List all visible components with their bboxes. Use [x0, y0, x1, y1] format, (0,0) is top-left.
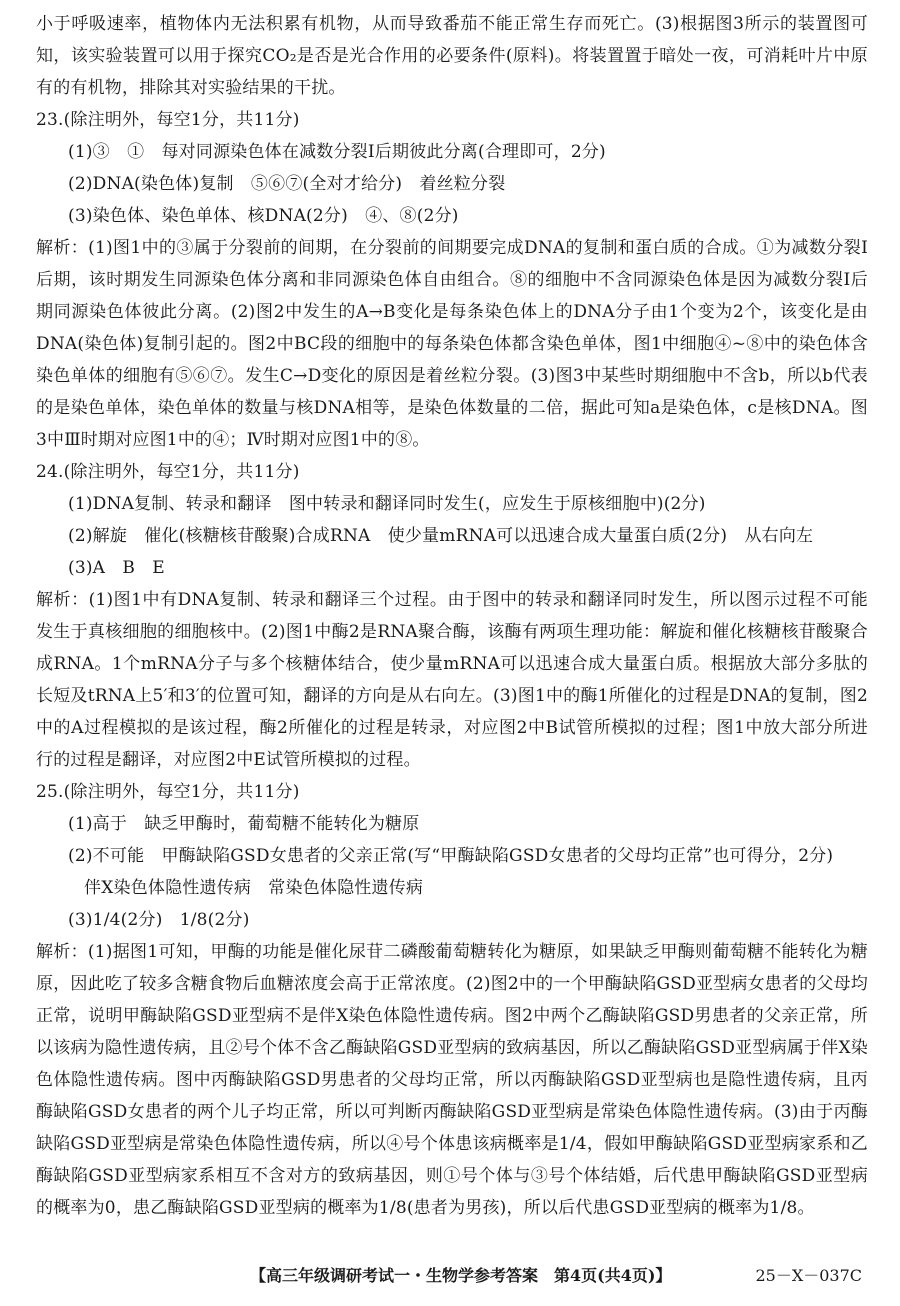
answer-content	[36, 8, 868, 1224]
q25-heading: 25.(除注明外，每空1分，共11分)	[36, 782, 300, 802]
q23-answer-3: (3)染色体、染色单体、核DNA(2分) ④、⑧(2分)	[68, 206, 459, 226]
q25-answer-2-continued: 伴X染色体隐性遗传病 常染色体隐性遗传病	[84, 878, 424, 898]
q25-answer-3: (3)1/4(2分) 1/8(2分)	[68, 910, 250, 930]
q25-answer-1: (1)高于 缺乏甲酶时，葡萄糖不能转化为糖原	[68, 814, 420, 834]
q23-answer-1: (1)③ ① 每对同源染色体在减数分裂Ⅰ后期彼此分离(合理即可，2分)	[68, 142, 606, 162]
footer-exam-code: 25－X－037C	[755, 1266, 862, 1285]
q24-analysis: 解析：(1)图1中有DNA复制、转录和翻译三个过程。由于图中的转录和翻译同时发生，所以图示过程不可能发生于真核细胞的细胞核中。(2)图1中酶2是RNA聚合酶，该酶有两项生理功能：解旋和催化核糖核苷酸聚合成RNA。1个mRNA分子与多个核糖体结合，使少量mRNA可以迅速合成大量蛋白质。根据放大部分多肽的长短及tRNA上5′和3′的位置可知，翻译的方向是从右向左。(3)图1中的酶1所催化的过程是DNA的复制，图2中的A过程模拟的是该过程，酶2所催化的过程是转录，对应图2中B试管所模拟的过程；图1中放大部分所进行的过程是翻译，对应图2中E试管所模拟的过程。	[36, 590, 868, 770]
q24-answer-2: (2)解旋 催化(核糖核苷酸聚)合成RNA 使少量mRNA可以迅速合成大量蛋白质(2分) 从右向左	[68, 526, 814, 546]
q25-analysis: 解析：(1)据图1可知，甲酶的功能是催化尿苷二磷酸葡萄糖转化为糖原，如果缺乏甲酶则葡萄糖不能转化为糖原，因此吃了较多含糖食物后血糖浓度会高于正常浓度。(2)图2中的一个甲酶缺陷GSD亚型病女患者的父母均正常，说明甲酶缺陷GSD亚型病不是伴X染色体隐性遗传病。图2中两个乙酶缺陷GSD男患者的父亲正常，所以该病为隐性遗传病，且②号个体不含乙酶缺陷GSD亚型病的致病基因，所以乙酶缺陷GSD亚型病属于伴X染色体隐性遗传病。图中丙酶缺陷GSD男患者的父母均正常，所以丙酶缺陷GSD亚型病也是隐性遗传病，且丙酶缺陷GSD女患者的两个儿子均正常，所以可判断丙酶缺陷GSD亚型病是常染色体隐性遗传病。(3)由于丙酶缺陷GSD亚型病是常染色体隐性遗传病，所以④号个体患该病概率是1/4，假如甲酶缺陷GSD亚型病家系和乙酶缺陷GSD亚型病家系相互不含对方的致病基因，则①号个体与③号个体结婚，后代患甲酶缺陷GSD亚型病的概率为0，患乙酶缺陷GSD亚型病的概率为1/8(患者为男孩)，所以后代患GSD亚型病的概率为1/8。	[36, 942, 868, 1218]
page-footer	[0, 1260, 900, 1292]
footer-title: 【高三年级调研考试一・生物学参考答案 第4页(共4页)】	[250, 1266, 672, 1285]
question-23	[36, 104, 868, 456]
q24-answer-3: (3)A B E	[68, 558, 165, 578]
q23-answer-2: (2)DNA(染色体)复制 ⑤⑥⑦(全对才给分) 着丝粒分裂	[68, 174, 506, 194]
q25-answer-2: (2)不可能 甲酶缺陷GSD女患者的父亲正常(写“甲酶缺陷GSD女患者的父母均正常”也可得分，2分)	[68, 846, 834, 866]
q24-heading: 24.(除注明外，每空1分，共11分)	[36, 462, 300, 482]
q23-analysis: 解析：(1)图1中的③属于分裂前的间期，在分裂前的间期要完成DNA的复制和蛋白质的合成。①为减数分裂Ⅰ后期，该时期发生同源染色体分离和非同源染色体自由组合。⑧的细胞中不含同源染色体是因为减数分裂Ⅰ后期同源染色体彼此分离。(2)图2中发生的A→B变化是每条染色体上的DNA分子由1个变为2个，该变化是由DNA(染色体)复制引起的。图2中BC段的细胞中的每条染色体都含染色单体，图1中细胞④~⑧中的染色体含染色单体的细胞有⑤⑥⑦。发生C→D变化的原因是着丝粒分裂。(3)图3中某些时期细胞中不含b，所以b代表的是染色单体，染色单体的数量与核DNA相等，是染色体数量的二倍，据此可知a是染色体，c是核DNA。图3中Ⅲ时期对应图1中的④；Ⅳ时期对应图1中的⑧。	[36, 238, 868, 450]
q24-answer-1: (1)DNA复制、转录和翻译 图中转录和翻译同时发生(，应发生于原核细胞中)(2分)	[68, 494, 706, 514]
question-24	[36, 456, 868, 776]
q23-heading: 23.(除注明外，每空1分，共11分)	[36, 110, 300, 130]
q22-continuation: 小于呼吸速率，植物体内无法积累有机物，从而导致番茄不能正常生存而死亡。(3)根据图3所示的装置图可知，该实验装置可以用于探究CO₂是否是光合作用的必要条件(原料)。将装置置于暗处一夜，可消耗叶片中原有的有机物，排除其对实验结果的干扰。	[36, 14, 868, 98]
question-25	[36, 776, 868, 1224]
